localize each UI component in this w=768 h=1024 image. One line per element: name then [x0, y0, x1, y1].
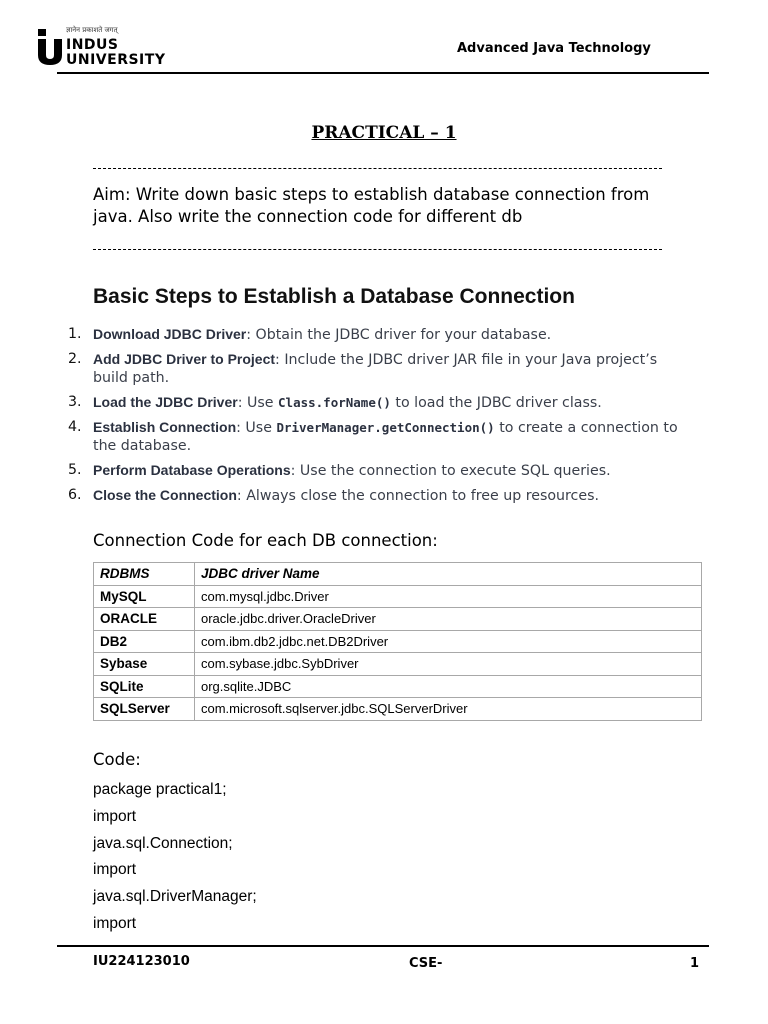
- step-text: : Use: [236, 420, 277, 436]
- driver-cell: com.sybase.jdbc.SybDriver: [195, 653, 702, 676]
- logo-text-indus: INDUS: [66, 37, 119, 53]
- driver-cell: org.sqlite.JDBC: [195, 675, 702, 698]
- code-line: java.sql.DriverManager;: [93, 888, 257, 906]
- step-item: [68, 486, 678, 505]
- driver-cell: com.microsoft.sqlserver.jdbc.SQLServerDriver: [195, 698, 702, 721]
- step-text: : Include the JDBC driver JAR file in your Java project’s build path.: [93, 352, 658, 386]
- department: CSE-: [409, 956, 443, 971]
- step-title: Add JDBC Driver to Project: [93, 351, 276, 367]
- step-title: Download JDBC Driver: [93, 326, 247, 342]
- table-row: [94, 675, 702, 698]
- step-text: : Obtain the JDBC driver for your database.: [246, 327, 552, 343]
- step-text: : Use: [237, 395, 279, 411]
- step-text: : Always close the connection to free up resources.: [236, 488, 599, 504]
- header-divider: [57, 72, 709, 74]
- rdbms-cell: ORACLE: [94, 608, 195, 631]
- table-row: [94, 653, 702, 676]
- aim-bottom-divider: [93, 249, 662, 250]
- university-logo: [36, 25, 186, 69]
- driver-cell: com.mysql.jdbc.Driver: [195, 585, 702, 608]
- step-number: 1.: [68, 326, 82, 342]
- step-number: 3.: [68, 394, 82, 410]
- step-item: [68, 393, 678, 412]
- footer-divider: [57, 945, 709, 947]
- driver-cell: oracle.jdbc.driver.OracleDriver: [195, 608, 702, 631]
- section-heading: Basic Steps to Establish a Database Connection: [93, 285, 575, 308]
- page-number: 1: [690, 956, 700, 971]
- column-header-rdbms: RDBMS: [94, 563, 195, 586]
- code-line: package practical1;: [93, 781, 227, 798]
- step-number: 6.: [68, 487, 82, 503]
- code-line: import: [93, 807, 137, 825]
- code-line: import: [93, 914, 137, 932]
- driver-cell: com.ibm.db2.jdbc.net.DB2Driver: [195, 630, 702, 653]
- step-item: [68, 461, 678, 480]
- aim-text: Aim: Write down basic steps to establish database connection from java. Also write the connection code for different db: [93, 185, 650, 226]
- code-heading: Code:: [93, 750, 141, 769]
- step-title: Load the JDBC Driver: [93, 394, 238, 410]
- step-number: 2.: [68, 351, 82, 367]
- column-header-driver: JDBC driver Name: [195, 563, 702, 586]
- step-title: Establish Connection: [93, 419, 237, 435]
- table-row: [94, 608, 702, 631]
- logo-text-university: UNIVERSITY: [66, 52, 166, 68]
- code-block: [93, 780, 257, 941]
- steps-list: [68, 325, 678, 511]
- table-row: [94, 698, 702, 721]
- step-number: 4.: [68, 419, 82, 435]
- step-code: DriverManager.getConnection(): [276, 420, 495, 435]
- student-id: IU224123010: [93, 954, 190, 969]
- step-text-after: to create a connection to the database.: [93, 420, 678, 454]
- step-code: Class.forName(): [278, 395, 391, 410]
- table-header-row: [94, 563, 702, 586]
- rdbms-cell: DB2: [94, 630, 195, 653]
- step-text-after: to load the JDBC driver class.: [390, 395, 602, 411]
- rdbms-cell: MySQL: [94, 585, 195, 608]
- connection-heading: Connection Code for each DB connection:: [93, 531, 438, 550]
- step-text: : Use the connection to execute SQL queries.: [290, 463, 611, 479]
- university-emblem-icon: [36, 29, 62, 65]
- rdbms-cell: Sybase: [94, 653, 195, 676]
- logo-tagline: ज्ञानेन प्रकाशते जगत्: [66, 26, 118, 34]
- step-item: [68, 325, 678, 344]
- step-item: [68, 350, 678, 387]
- step-title: Perform Database Operations: [93, 462, 291, 478]
- step-number: 5.: [68, 462, 82, 478]
- step-title: Close the Connection: [93, 487, 237, 503]
- table-row: [94, 630, 702, 653]
- aim-top-divider: [93, 168, 662, 169]
- rdbms-cell: SQLite: [94, 675, 195, 698]
- driver-table: [93, 562, 702, 721]
- rdbms-cell: SQLServer: [94, 698, 195, 721]
- code-line: java.sql.Connection;: [93, 834, 233, 852]
- table-row: [94, 585, 702, 608]
- step-item: [68, 418, 678, 455]
- course-title: Advanced Java Technology: [457, 41, 651, 56]
- practical-title: PRACTICAL – 1: [311, 123, 457, 143]
- code-line: import: [93, 861, 137, 879]
